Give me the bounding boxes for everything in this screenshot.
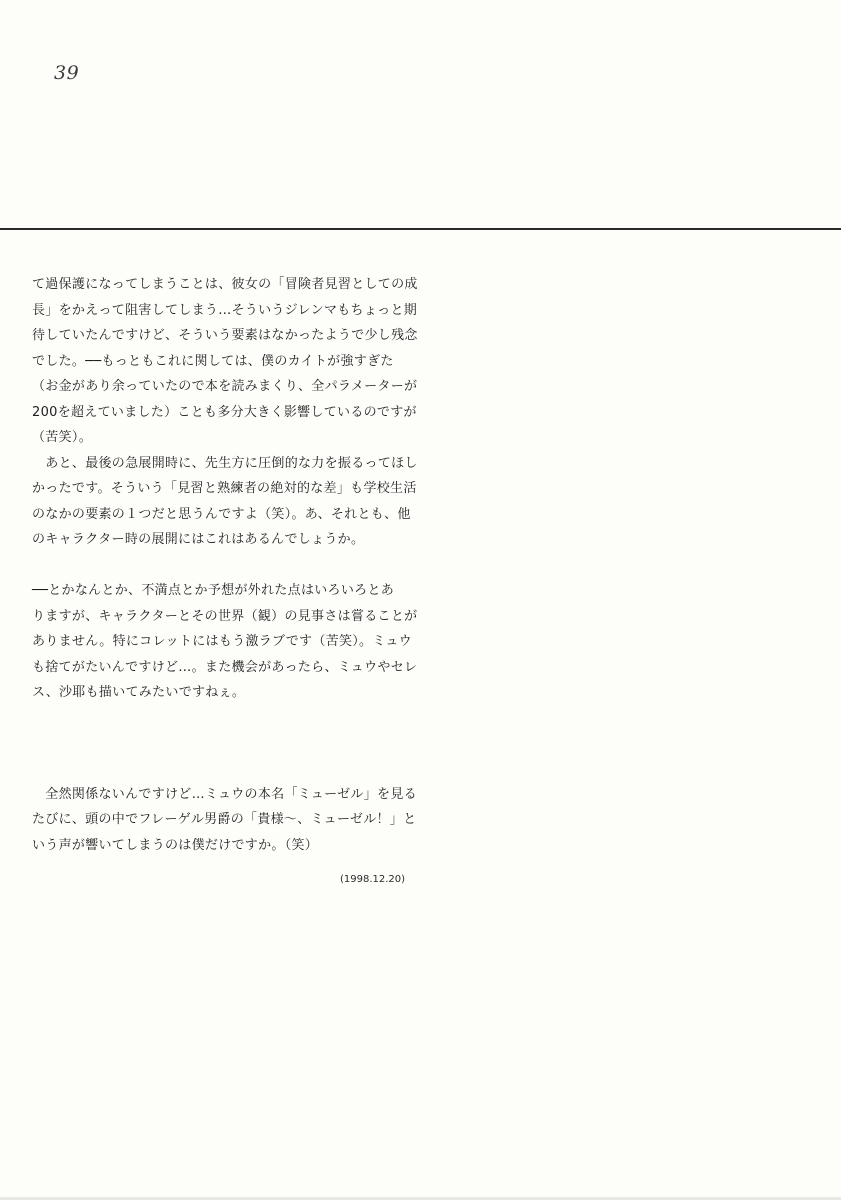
text-line: （お金があり余っていたので本を読みまくり、全パラメーターが: [32, 379, 418, 394]
paragraph-gap: [32, 706, 412, 782]
text-line: 全然関係ないんですけど…ミュウの本名「ミューゼル」を見る: [32, 786, 417, 802]
text-line: （苦笑）。: [32, 430, 93, 445]
page-number: 39: [54, 62, 80, 84]
text-line: ス、沙耶も描いてみたいですねぇ。: [32, 685, 246, 700]
text-line: て過保護になってしまうことは、彼女の「冒険者見習としての成: [32, 277, 418, 292]
text-line: たびに、頭の中でフレーゲル男爵の「貴様〜、ミューゼル！」と: [32, 812, 417, 827]
text-line: のキャラクター時の展開にはこれはあるんでしょうか。: [32, 532, 365, 547]
paragraph-block-3: [32, 782, 417, 859]
text-line: かったです。そういう「見習と熟練者の絶対的な差」も学校生活: [32, 481, 417, 496]
text-line: 長」をかえって阻害してしまう…そういうジレンマもちょっと期: [32, 302, 418, 318]
text-line: りますが、キャラクターとその世界（観）の見事さは嘗ることが: [32, 608, 418, 624]
text-line: 待していたんですけど、そういう要素はなかったようで少し残念: [32, 328, 418, 343]
text-line: でした。──もっともこれに関しては、僕のカイトが強すぎた: [32, 353, 394, 369]
paragraph-gap: [32, 553, 412, 579]
text-line: も捨てがたいんですけど…。また機会があったら、ミュウやセレ: [32, 659, 418, 675]
body-text: [32, 272, 418, 858]
text-line: 200を超えていました）ことも多分大きく影響しているのですが: [32, 404, 417, 420]
text-line: ──とかなんとか、不満点とか予想が外れた点はいろいろとあ: [32, 583, 395, 598]
header-rule: [0, 228, 841, 230]
text-line: いう声が響いてしまうのは僕だけですか。（笑）: [32, 837, 319, 853]
date-stamp: (1998.12.20): [340, 874, 406, 885]
text-line: ありません。特にコレットにはもう激ラブです（苦笑）。ミュウ: [32, 634, 412, 649]
paragraph-block-1: [32, 272, 418, 553]
paragraph-block-2: [32, 578, 418, 706]
text-line: あと、最後の急展開時に、先生方に圧倒的な力を振るってほし: [32, 455, 418, 471]
text-line: のなかの要素の１つだと思うんですよ（笑）。あ、それとも、他: [32, 506, 411, 522]
